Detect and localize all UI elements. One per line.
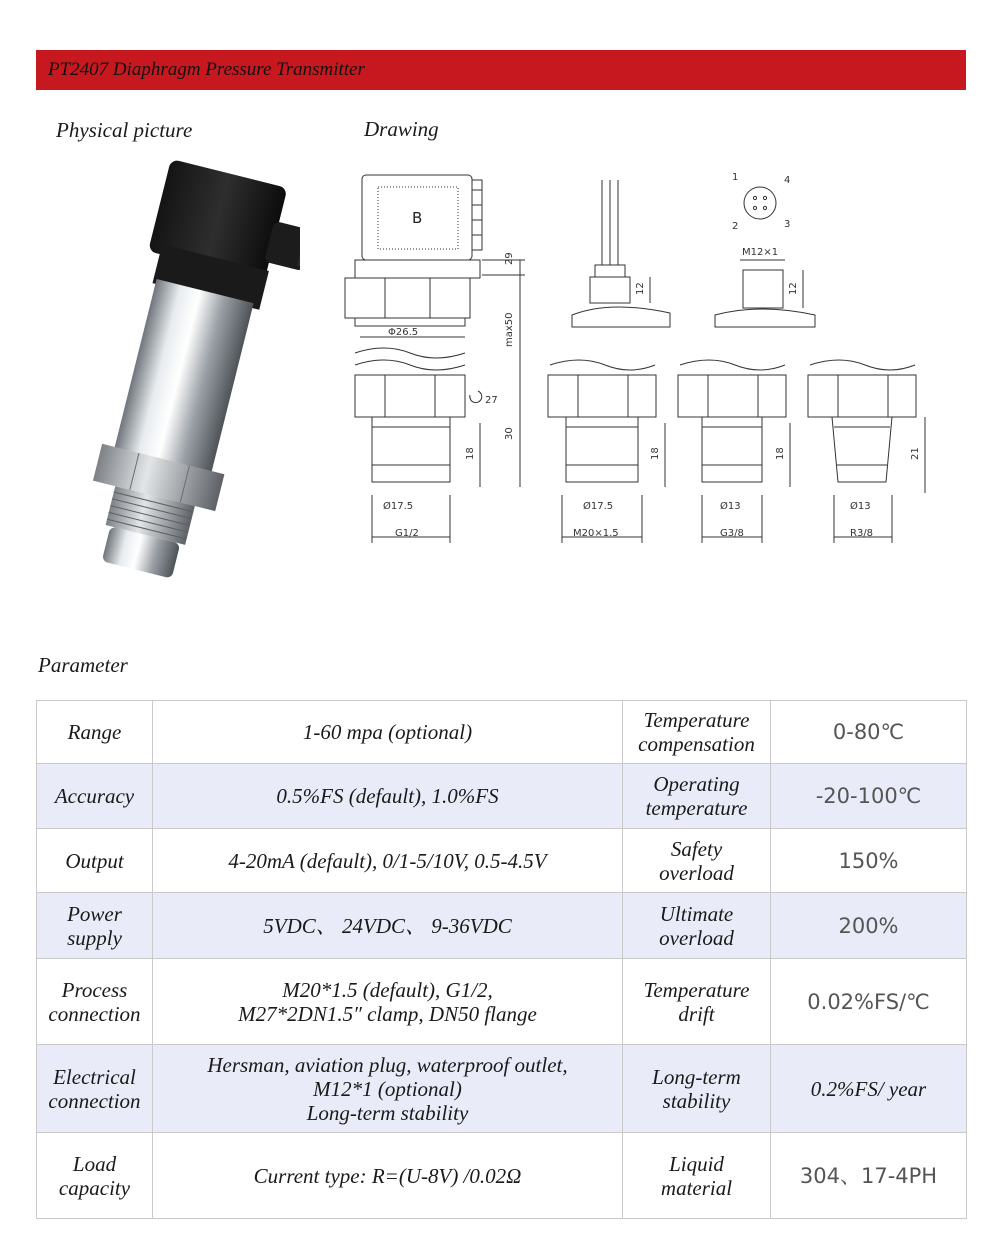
param-value: 0.2%FS/ year [771,1045,967,1133]
parameter-label: Parameter [38,653,128,677]
dim-18a: 18 [465,447,476,460]
variant-r38-drawing [808,360,925,543]
param-value: 304、17-4PH [771,1133,967,1219]
product-photo [40,160,300,580]
param-name: Output [37,829,153,893]
pin-3: 3 [784,219,791,230]
dim-18c: 18 [775,447,786,460]
dim-30: 30 [504,427,515,440]
variant-m20-drawing [548,360,665,543]
param-value: Hersman, aviation plug, waterproof outlet, M12*1 (optional) Long-term stability [153,1045,623,1133]
dim-thread-3: G3/8 [720,528,744,539]
dim-bore-1: Ø17.5 [383,501,414,512]
table-row [37,764,967,829]
cable-outlet-drawing [572,180,670,327]
page-title: PT2407 Diaphragm Pressure Transmitter [48,59,365,80]
param-value: 0.02%FS/℃ [771,959,967,1045]
param-name: Liquid material [623,1133,771,1219]
dim-thread-2: M20×1.5 [573,528,619,539]
param-name: Safety overload [623,829,771,893]
dim-thread-4: R3/8 [850,528,874,539]
technical-drawing [340,165,960,565]
table-row [37,701,967,764]
param-value: -20-100℃ [771,764,967,829]
main-assembly-drawing [345,175,525,543]
param-value: 5VDC、 24VDC、 9-36VDC [153,893,623,959]
variant-g38-drawing [678,360,790,543]
param-value: 0.5%FS (default), 1.0%FS [153,764,623,829]
param-value: 200% [771,893,967,959]
dim-bore-3: Ø13 [720,501,741,512]
table-row [37,1133,967,1219]
param-name: Accuracy [37,764,153,829]
dim-12b: 12 [788,282,799,295]
steel-body [114,279,253,473]
param-value: Current type: R=(U-8V) /0.02Ω [153,1133,623,1219]
param-value: M20*1.5 (default), G1/2, M27*2DN1.5″ clamp, DN50 flange [153,959,623,1045]
param-name: Temperature drift [623,959,771,1045]
dim-thread-1: G1/2 [395,528,419,539]
dim-max50: max50 [504,312,515,347]
pin-4: 4 [784,175,791,186]
param-name: Process connection [37,959,153,1045]
table-row [37,959,967,1045]
dim-12a: 12 [635,282,646,295]
table-row [37,1045,967,1133]
param-name: Operating temperature [623,764,771,829]
physical-picture-label: Physical picture [56,118,193,142]
table-row [37,893,967,959]
param-value: 150% [771,829,967,893]
dim-18b: 18 [650,447,661,460]
dim-29: 29 [504,252,515,265]
param-name: Range [37,701,153,764]
dim-m12: M12×1 [742,247,779,258]
param-name: Temperature compensation [623,701,771,764]
param-name: Electrical connection [37,1045,153,1133]
m12-plug-drawing [715,172,815,327]
drawing-label: Drawing [364,117,439,141]
parameter-table [36,700,967,1219]
dim-21: 21 [910,447,921,460]
param-name: Load capacity [37,1133,153,1219]
dim-phi-26-5: Φ26.5 [388,327,419,338]
param-name: Ultimate overload [623,893,771,959]
title-banner [36,50,966,90]
param-value: 0-80℃ [771,701,967,764]
dim-bore-4: Ø13 [850,501,871,512]
param-name: Long-term stability [623,1045,771,1133]
dim-wrench-27: 27 [485,395,498,406]
param-value: 1-60 mpa (optional) [153,701,623,764]
param-name: Power supply [37,893,153,959]
connector-letter: B [412,209,423,227]
pin-2: 2 [732,221,739,232]
table-row [37,829,967,893]
pin-1: 1 [732,172,739,183]
dim-bore-2: Ø17.5 [583,501,614,512]
param-value: 4-20mA (default), 0/1-5/10V, 0.5-4.5V [153,829,623,893]
